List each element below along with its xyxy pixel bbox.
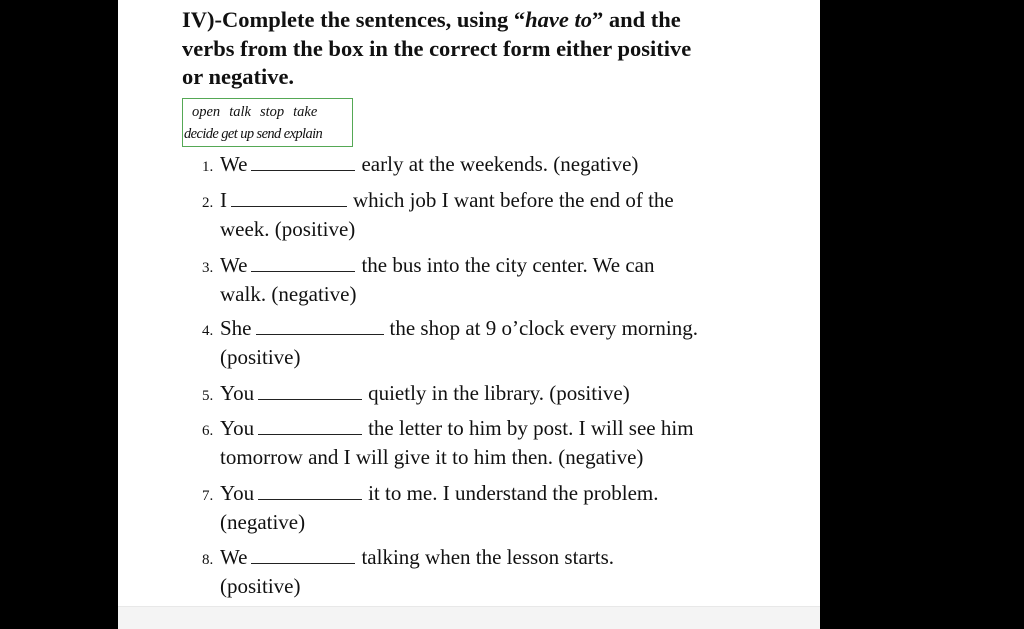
- title-line-3: or negative.: [182, 64, 295, 89]
- word-take: take: [293, 104, 318, 120]
- question-6-continuation: tomorrow and I will give it to him then. (negative): [220, 445, 644, 469]
- title-emphasis: have to: [525, 7, 592, 32]
- answer-blank[interactable]: [251, 253, 355, 272]
- word-stop: stop: [259, 104, 285, 120]
- verb-word-box: [182, 98, 353, 147]
- title-line-1: IV)-Complete the sentences, using “have to” and the: [182, 7, 681, 32]
- page-bottom-edge: [118, 606, 820, 629]
- answer-blank[interactable]: [251, 152, 355, 171]
- question-8-continuation: (positive): [220, 574, 301, 598]
- title-line-2: verbs from the box in the correct form either positive: [182, 35, 692, 61]
- word-open: open: [192, 104, 221, 120]
- answer-blank[interactable]: [258, 481, 362, 500]
- question-8: 8. We talking when the lesson starts.: [202, 545, 615, 569]
- question-7-continuation: (negative): [220, 510, 306, 534]
- question-2-continuation: week. (positive): [220, 217, 356, 241]
- answer-blank[interactable]: [231, 188, 347, 207]
- answer-blank[interactable]: [256, 316, 384, 335]
- exercise-title: [182, 6, 782, 92]
- question-1: 1. We early at the weekends. (negative): [202, 152, 639, 176]
- word-box-row-1: [192, 101, 326, 123]
- question-2: 2. I which job I want before the end of the: [202, 188, 674, 212]
- answer-blank[interactable]: [258, 381, 362, 400]
- word-box-row-2: decide get up send explain: [184, 126, 323, 142]
- worksheet-page: [118, 0, 820, 628]
- question-5: 5. You quietly in the library. (positive): [202, 381, 630, 405]
- question-3-continuation: walk. (negative): [220, 282, 357, 306]
- question-3: 3. We the bus into the city center. We can: [202, 253, 655, 277]
- question-7: 7. You it to me. I understand the problem.: [202, 481, 659, 505]
- answer-blank[interactable]: [258, 416, 362, 435]
- question-4-continuation: (positive): [220, 345, 301, 369]
- question-4: 4. She the shop at 9 o’clock every morning.: [202, 316, 698, 340]
- word-talk: talk: [229, 104, 251, 120]
- answer-blank[interactable]: [251, 545, 355, 564]
- question-6: 6. You the letter to him by post. I will see him: [202, 416, 694, 440]
